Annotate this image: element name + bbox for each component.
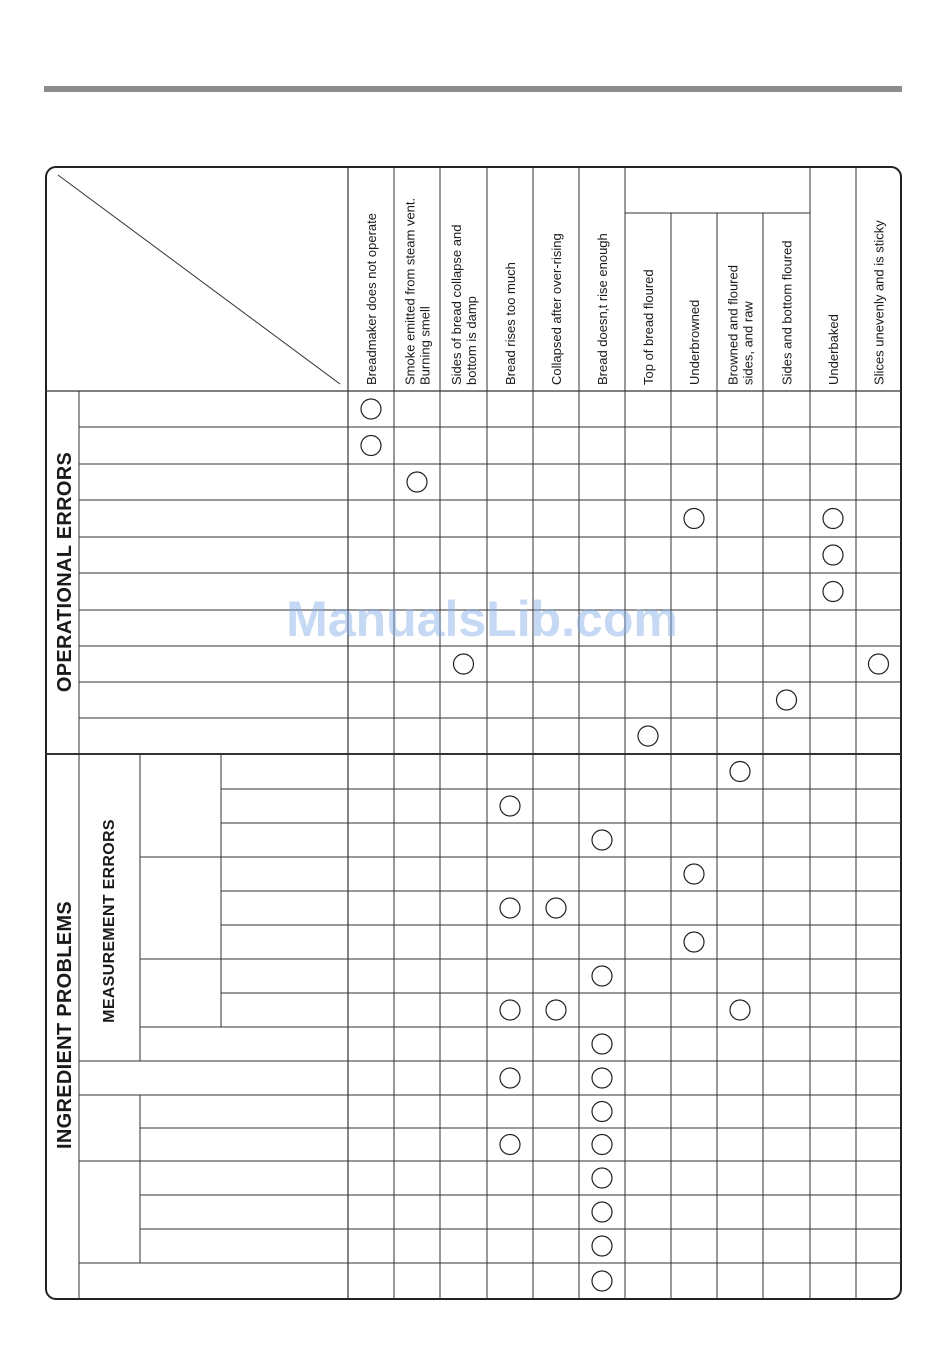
mark-row-4-col-11: [823, 509, 843, 529]
mark-row-3-col-2: [407, 472, 427, 492]
mark-row-19-col-6: [592, 1034, 612, 1054]
mark-row-18-col-4: [500, 1000, 520, 1020]
mark-row-8-col-12: [869, 654, 889, 674]
ingredient-problems-label: INGREDIENT PROBLEMS: [54, 901, 76, 1149]
mark-row-8-col-3: [454, 654, 474, 674]
column-header-1-line-1: Breadmaker does not operate: [364, 213, 379, 385]
mark-row-15-col-5: [546, 898, 566, 918]
mark-row-12-col-4: [500, 796, 520, 816]
mark-row-4-col-8: [684, 509, 704, 529]
header-diagonal: [58, 175, 340, 384]
mark-row-15-col-4: [500, 898, 520, 918]
mark-row-22-col-4: [500, 1135, 520, 1155]
column-header-11-line-1: Underbaked: [826, 314, 841, 385]
mark-row-14-col-8: [684, 864, 704, 884]
mark-row-6-col-11: [823, 582, 843, 602]
mark-row-18-col-9: [730, 1000, 750, 1020]
mark-row-22-col-6: [592, 1135, 612, 1155]
column-header-9-line-2: sides, and raw: [740, 301, 756, 385]
mark-row-17-col-6: [592, 966, 612, 986]
mark-row-16-col-8: [684, 932, 704, 952]
mark-row-1-col-1: [361, 399, 381, 419]
mark-row-26-col-6: [592, 1271, 612, 1291]
mark-row-9-col-10: [777, 690, 797, 710]
mark-row-23-col-6: [592, 1168, 612, 1188]
mark-row-20-col-4: [500, 1068, 520, 1088]
column-header-2-line-2: Burning smell: [417, 306, 433, 385]
column-header-9-line-1: Browned and floured: [725, 265, 741, 385]
measurement-errors-label: MEASUREMENT ERRORS: [101, 819, 118, 1023]
watermark: ManualsLib.com: [286, 591, 678, 647]
mark-row-2-col-1: [361, 436, 381, 456]
operational-errors-label: OPERATIONAL ERRORS: [54, 451, 76, 693]
mark-row-25-col-6: [592, 1236, 612, 1256]
column-header-10-line-1: Sides and bottom floured: [779, 240, 795, 385]
column-header-7-line-1: Top of bread floured: [641, 269, 656, 385]
mark-row-10-col-7: [638, 726, 658, 746]
mark-row-11-col-9: [730, 762, 750, 782]
mark-row-18-col-5: [546, 1000, 566, 1020]
column-header-8-line-1: Underbrowned: [687, 299, 702, 385]
mark-row-13-col-6: [592, 830, 612, 850]
column-header-12-line-1: Slices unevenly and is sticky: [871, 220, 887, 385]
column-header-5-line-1: Collapsed after over-rising: [549, 233, 564, 385]
mark-row-20-col-6: [592, 1068, 612, 1088]
column-header-6-line-1: Bread doesn‚t rise enough: [595, 233, 610, 385]
column-header-3-line-2: bottom is damp: [464, 296, 479, 385]
mark-row-24-col-6: [592, 1202, 612, 1222]
mark-row-21-col-6: [592, 1102, 612, 1122]
mark-row-5-col-11: [823, 545, 843, 565]
column-header-4-line-1: Bread rises too much: [503, 262, 518, 385]
column-header-3-line-1: Sides of bread collapse and: [449, 224, 464, 385]
column-header-2-line-1: Smoke emitted from steam vent.: [402, 197, 418, 385]
